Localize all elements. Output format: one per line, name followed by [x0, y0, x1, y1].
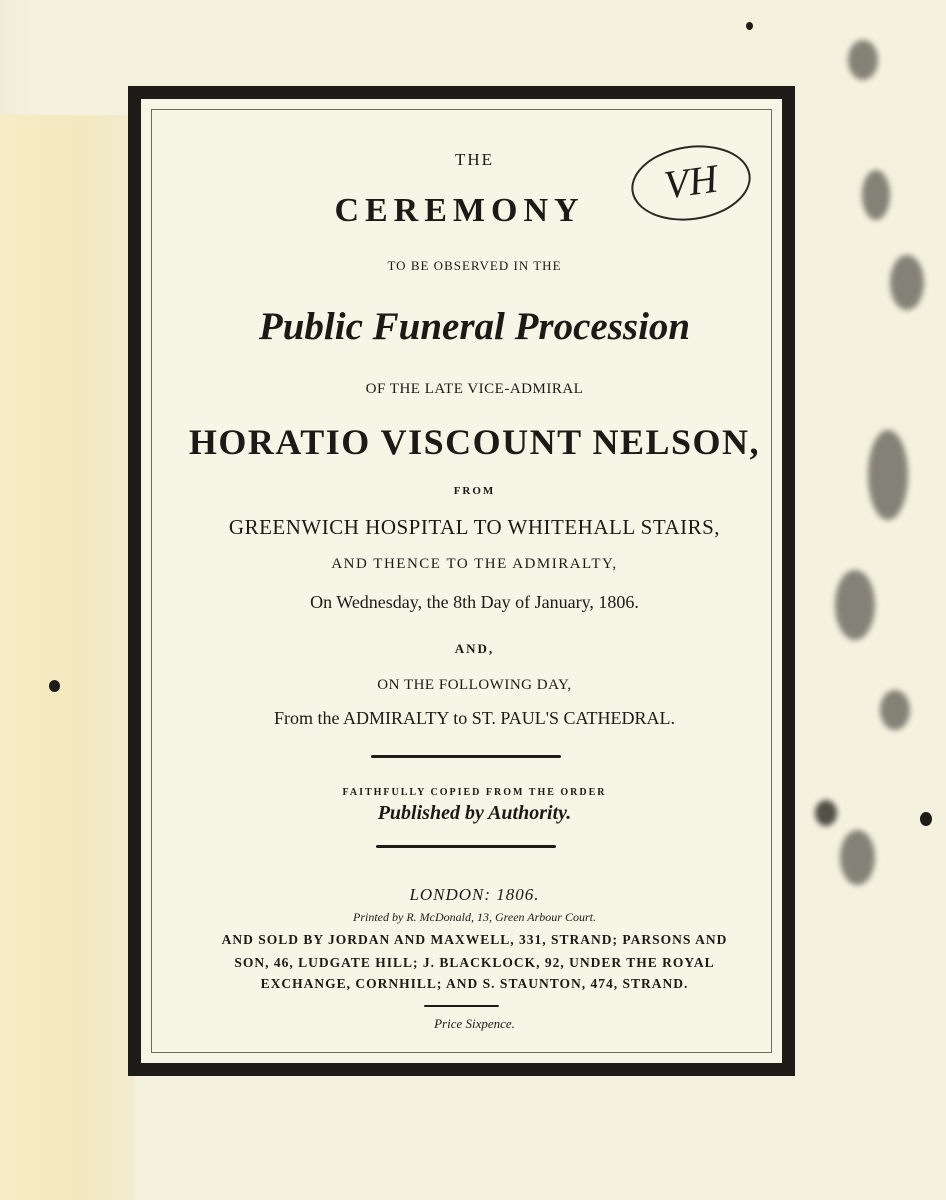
- ink-blot: [815, 800, 837, 826]
- published-by-authority: Published by Authority.: [377, 802, 572, 824]
- title-page-frame: [128, 86, 795, 1076]
- route-admiralty: AND THENCE TO THE ADMIRALTY,: [331, 556, 618, 572]
- public-funeral-procession: Public Funeral Procession: [258, 305, 691, 348]
- ink-blot: [880, 690, 910, 730]
- divider-rule: [376, 845, 556, 848]
- sellers-line-3: EXCHANGE, CORNHILL; AND S. STAUNTON, 474, STRAND.: [260, 976, 689, 991]
- nelson-name: HORATIO VISCOUNT NELSON,: [188, 422, 761, 462]
- from-label: FROM: [453, 485, 496, 497]
- ink-dot: [746, 22, 753, 30]
- title-the: THE: [454, 150, 495, 169]
- sellers-line-2: SON, 46, LUDGATE HILL; J. BLACKLOCK, 92, UNDER THE ROYAL: [234, 955, 715, 970]
- route-greenwich: GREENWICH HOSPITAL TO WHITEHALL STAIRS,: [228, 515, 721, 539]
- ink-blot: [848, 40, 878, 80]
- ink-dot: [49, 680, 60, 692]
- and-label: AND,: [454, 641, 495, 656]
- paper-strip: [0, 115, 135, 1200]
- price-line: Price Sixpence.: [434, 1016, 515, 1031]
- ink-blot: [890, 255, 924, 310]
- sellers-line-1: AND SOLD BY JORDAN AND MAXWELL, 331, STRAND; PARSONS AND: [221, 932, 728, 947]
- date-wednesday: On Wednesday, the 8th Day of January, 1806.: [310, 592, 639, 612]
- ink-dot: [920, 812, 932, 826]
- title-ceremony: CEREMONY: [334, 192, 585, 229]
- faithfully-copied: FAITHFULLY COPIED FROM THE ORDER: [342, 787, 607, 798]
- route-st-pauls: From the ADMIRALTY to ST. PAUL'S CATHEDRAL.: [274, 708, 675, 728]
- divider-rule: [371, 755, 561, 758]
- ink-blot: [862, 170, 890, 220]
- seal-mark: VH: [661, 155, 721, 208]
- divider-rule: [424, 1005, 499, 1007]
- ink-blot: [840, 830, 875, 885]
- to-be-observed: TO BE OBSERVED IN THE: [387, 258, 562, 273]
- ink-blot: [868, 430, 908, 520]
- following-day: ON THE FOLLOWING DAY,: [377, 677, 572, 693]
- printer-line: Printed by R. McDonald, 13, Green Arbour Court.: [353, 910, 596, 924]
- imprint-london: LONDON: 1806.: [409, 885, 540, 904]
- ink-blot: [835, 570, 875, 640]
- of-the-late: OF THE LATE VICE-ADMIRAL: [365, 381, 584, 397]
